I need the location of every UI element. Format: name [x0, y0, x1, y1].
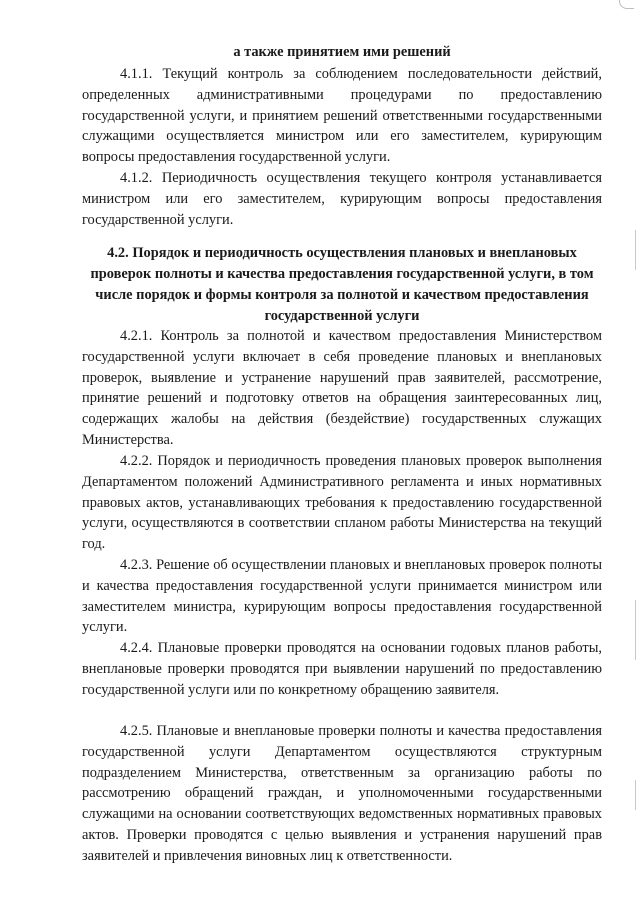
paragraph-4-2-2: 4.2.2. Порядок и периодичность проведения плановых проверок выполнения Департаментом положений Административного регламента и иных нормативных правовых актов, устанавливающих требования к предоставлению государственной услуги, осуществляются в соответствии спланом работы Министерства на текущий год.	[82, 453, 602, 553]
paragraph-4-1-2: 4.1.2. Периодичность осуществления текущего контроля устанавливается министром или его заместителем, курирующим вопросы предоставления государственной услуги.	[82, 170, 602, 228]
section-heading-4-2: 4.2. Порядок и периодичность осуществления плановых и внеплановых проверок полноты и качества предоставления государственной услуги, в том числе порядок и формы контроля за полнотой и качеством предоставления государственной услуги	[90, 245, 594, 324]
scan-corner-mark	[619, 0, 634, 9]
paragraph-4-2-4: 4.2.4. Плановые проверки проводятся на основании годовых планов работы, внеплановые проверки проводятся при выявлении нарушений по предоставлению государственной услуги или по конкретному обращению заявителя.	[82, 640, 602, 698]
paragraph-4-2-5: 4.2.5. Плановые и внеплановые проверки полноты и качества предоставления государственной услуги Департаментом осуществляются структурным подразделением Министерства, ответственным за организацию работы по рассмотрению обращений граждан, и уполномоченными государственными служащими на основании соответствующих ведомственных нормативных правовых актов. Проверки проводятся с целью выявления и устранения нарушений прав заявителей и привлечения виновных лиц к ответственности.	[82, 723, 602, 864]
scan-edge-mark	[635, 780, 636, 810]
scan-edge-mark	[635, 600, 636, 660]
scan-edge-mark	[635, 230, 636, 270]
paragraph-4-1-1: 4.1.1. Текущий контроль за соблюдением последовательности действий, определенных административными процедурами по предоставлению государственной услуги, и принятием решений ответственными государственными служащими осуществляется министром или его заместителем, курирующим вопросы предоставления государственной услуги.	[82, 66, 602, 166]
paragraph-4-2-3: 4.2.3. Решение об осуществлении плановых и внеплановых проверок полноты и качества предоставления государственной услуги принимается министром или заместителем министра, курирующим вопросы предоставления государственной услуги.	[82, 557, 602, 636]
top-heading: а также принятием ими решений	[233, 44, 451, 60]
paragraph-4-2-1: 4.2.1. Контроль за полнотой и качеством предоставления Министерством государственной услуги включает в себя проведение плановых и внеплановых проверок, выявление и устранение нарушений прав заявителей, рассмотрение, принятие решений и подготовку ответов на обращения заинтересованных лиц, содержащих жалобы на действия (бездействие) государственных служащих Министерства.	[82, 328, 602, 448]
